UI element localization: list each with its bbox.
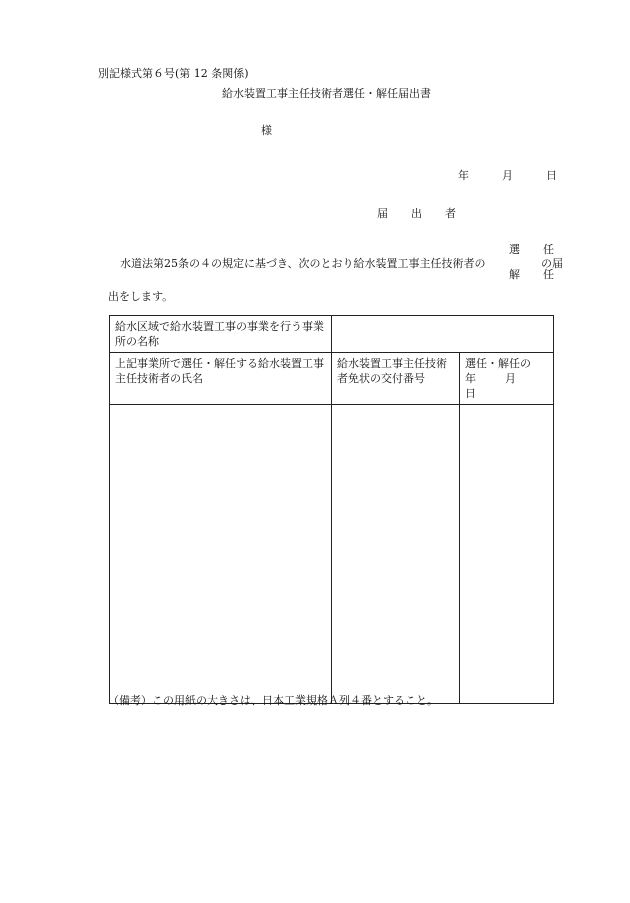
col-header-month: 月 (505, 372, 516, 385)
body-text-line2: 出をします。 (108, 290, 174, 303)
remarks-note: （備考）この用紙の大きさは、日本工業規格Ａ列４番とすること。 (108, 694, 438, 707)
date-day-label: 日 (546, 169, 557, 182)
body-text-line1-tail: の届 (541, 257, 563, 270)
document-title: 給水装置工事主任技術者選任・解任届出書 (222, 87, 431, 100)
choice-appoint: 選 任 (509, 243, 560, 256)
col-header-appoint-date (460, 353, 554, 405)
appoint-date-field[interactable] (460, 405, 554, 704)
office-name-field[interactable] (332, 316, 554, 353)
addressee-suffix: 様 (261, 124, 272, 137)
engineer-name-field[interactable] (110, 405, 332, 704)
table-header-row (110, 353, 554, 405)
office-name-label: 給水区域で給水装置工事の事業を行う事業所の名称 (110, 316, 332, 353)
notifier-label: 届 出 者 (377, 207, 462, 220)
notification-table (109, 315, 554, 704)
table-row-office-name (110, 316, 554, 353)
col-header-appoint-date-line1: 選任・解任の (465, 357, 531, 370)
date-year-label: 年 (458, 169, 469, 182)
choice-dismiss: 解 任 (509, 268, 560, 281)
license-number-field[interactable] (332, 405, 460, 704)
col-header-year: 年 (465, 372, 476, 385)
date-month-label: 月 (502, 169, 513, 182)
col-header-engineer-name: 上記事業所で選任・解任する給水装置工事主任技術者の氏名 (110, 353, 332, 405)
form-number: 別記様式第６号(第 12 条関係) (98, 67, 249, 80)
col-header-license-number: 給水装置工事主任技術者免状の交付番号 (332, 353, 460, 405)
date-line (458, 169, 557, 182)
body-text-line1: 水道法第25条の４の規定に基づき、次のとおり給水装置工事主任技術者の (120, 257, 486, 270)
table-entry-row (110, 405, 554, 704)
col-header-day: 日 (465, 387, 476, 400)
